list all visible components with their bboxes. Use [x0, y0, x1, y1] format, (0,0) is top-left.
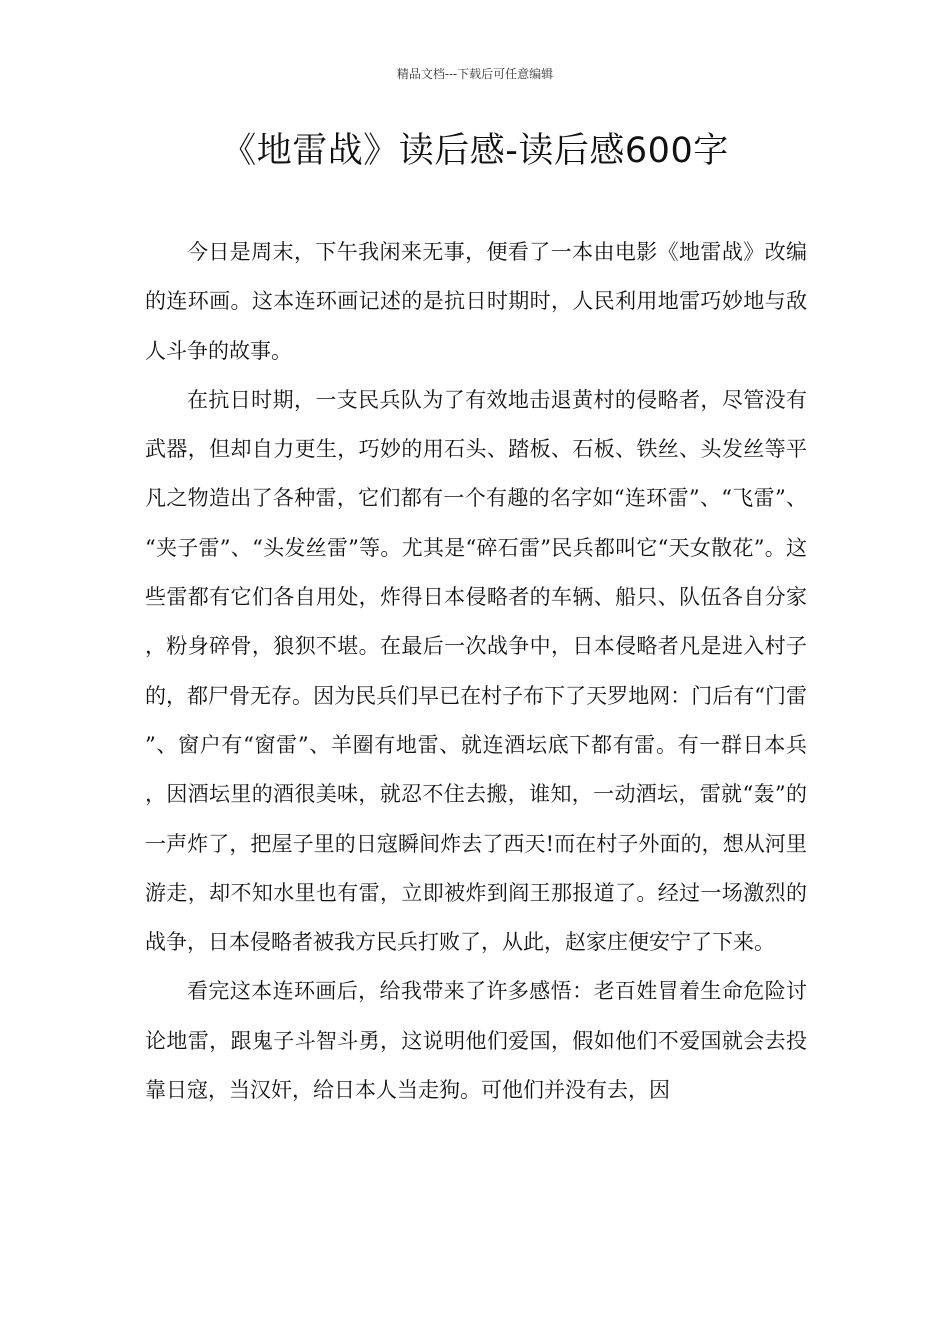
body-text: [145, 228, 807, 1115]
paragraph: 今日是周末，下午我闲来无事，便看了一本由电影《地雷战》改编的连环画。这本连环画记述的是抗日时期时，人民利用地雷巧妙地与敌人斗争的故事。: [145, 240, 807, 363]
paragraph: 看完这本连环画后，给我带来了许多感悟：老百姓冒着生命危险讨论地雷，跟鬼子斗智斗勇，这说明他们爱国，假如他们不爱国就会去投靠日寇，当汉奸，给日本人当走狗。可他们并没有去，因: [145, 979, 807, 1103]
paragraph: 在抗日时期，一支民兵队为了有效地击退黄村的侵略者，尽管没有武器，但却自力更生，巧妙的用石头、踏板、石板、铁丝、头发丝等平凡之物造出了各种雷，它们都有一个有趣的名字如“连环雷”、“飞雷”、“夹子雷”、“头发丝雷”等。尤其是“碎石雷”民兵都叫它“天女散花”。这些雷都有它们各自用处，炸得日本侵略者的车辆、船只、队伍各自分家，粉身碎骨，狼狈不堪。在最后一次战争中，日本侵略者凡是进入村子的，都尸骨无存。因为民兵们早已在村子布下了天罗地网：门后有“门雷”、窗户有“窗雷”、羊圈有地雷、就连酒坛底下都有雷。有一群日本兵，因酒坛里的酒很美味，就忍不住去搬，谁知，一动酒坛，雷就“轰”的一声炸了，把屋子里的日寇瞬间炸去了西天!而在村子外面的，想从河里游走，却不知水里也有雷，立即被炸到阎王那报道了。经过一场激烈的战争，日本侵略者被我方民兵打败了，从此，赵家庄便安宁了下来。: [145, 387, 807, 955]
header-note: 精品文档---下载后可任意编辑: [396, 67, 554, 81]
page-title: 《地雷战》读后感-读后感600字: [221, 131, 729, 171]
